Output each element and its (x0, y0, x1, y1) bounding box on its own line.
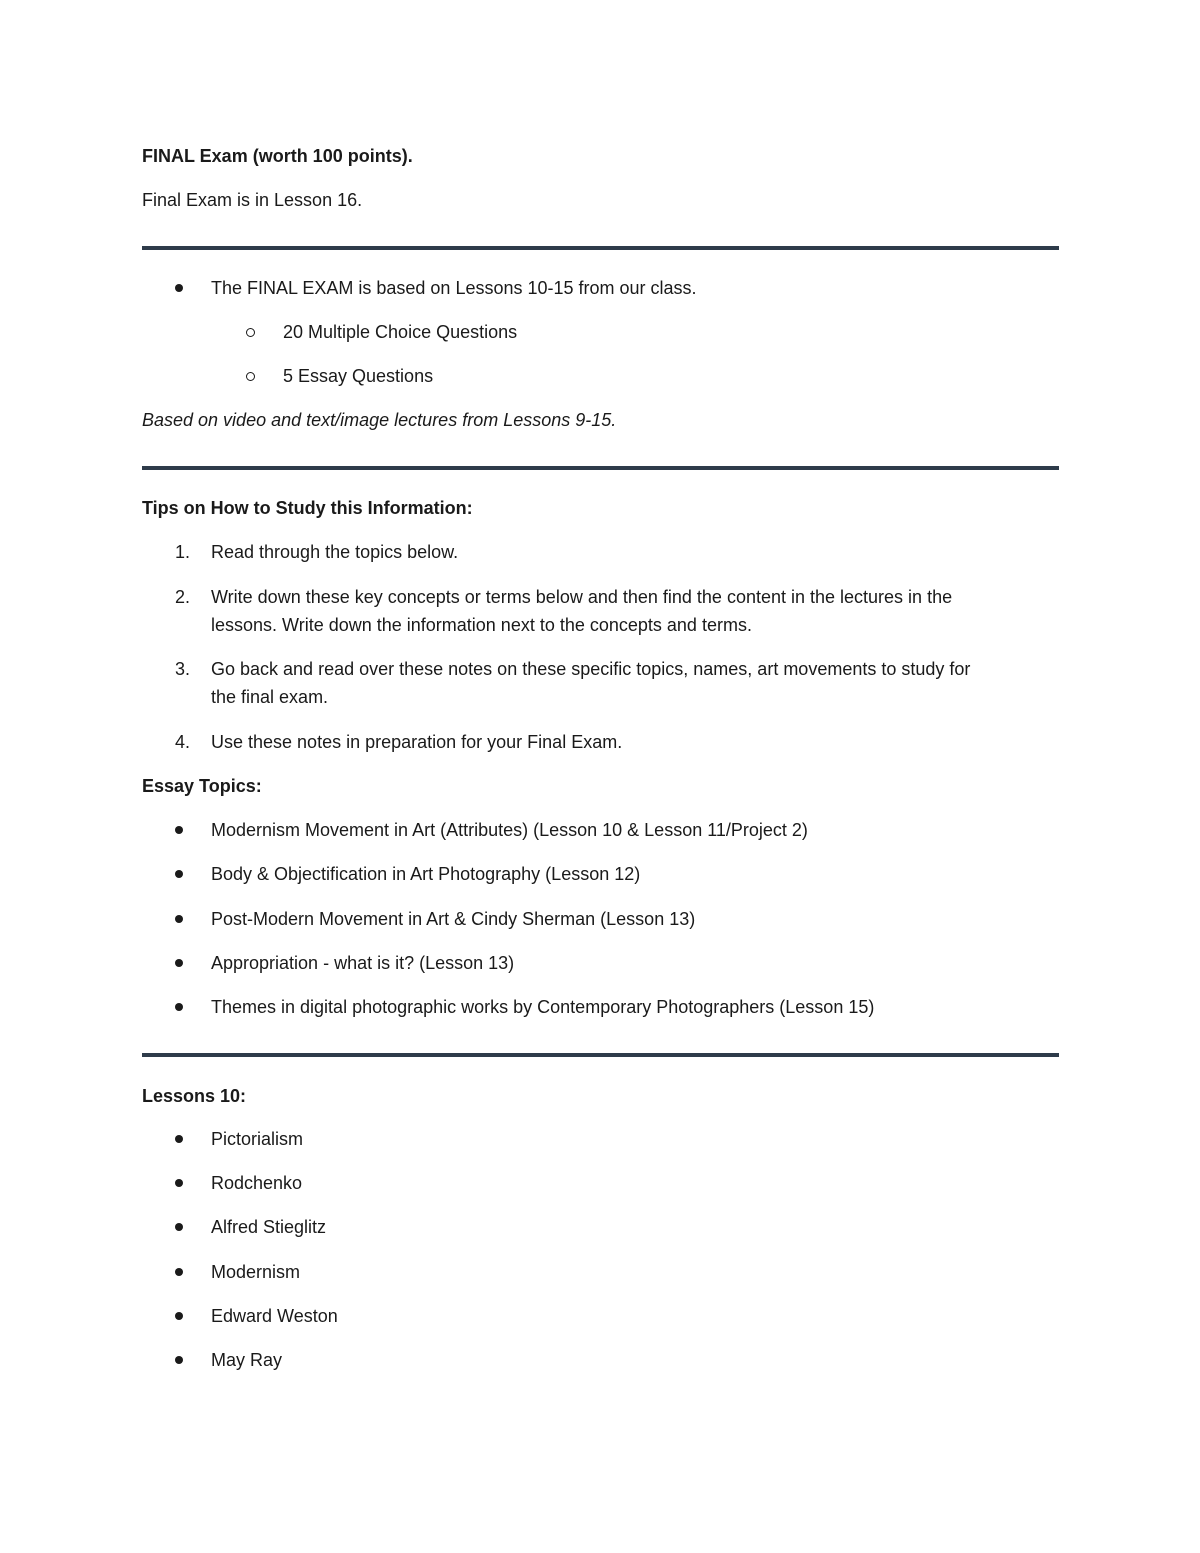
bullet-icon (175, 1268, 183, 1276)
lesson10-heading: Lessons 10: (142, 1086, 247, 1106)
bullet-icon (175, 1356, 183, 1364)
exam-subtitle: Final Exam is in Lesson 16. (142, 190, 363, 210)
tips-item-number: 1. (175, 542, 191, 562)
tips-item-text: Write down these key concepts or terms below and then find the content in the lectures in the (211, 587, 953, 607)
bullet-icon (175, 870, 183, 878)
divider-3 (142, 1053, 1059, 1057)
exam-info-bullet: The FINAL EXAM is based on Lessons 10-15 from our class. (211, 278, 697, 298)
essay-topic-item: Appropriation - what is it? (Lesson 13) (211, 953, 515, 973)
tips-item-text: Read through the topics below. (211, 542, 459, 562)
essay-topic-item: Body & Objectification in Art Photography (Lesson 12) (211, 864, 641, 884)
tips-item-text: Go back and read over these notes on these specific topics, names, art movements to study for (211, 659, 971, 679)
tips-item-text: lessons. Write down the information next to the concepts and terms. (211, 615, 752, 635)
bullet-icon (175, 1179, 183, 1187)
bullet-icon (175, 1312, 183, 1320)
essay-topic-item: Themes in digital photographic works by Contemporary Photographers (Lesson 15) (211, 997, 875, 1017)
tips-item-number: 2. (175, 587, 191, 607)
exam-info-note: Based on video and text/image lectures from Lessons 9-15. (142, 410, 617, 430)
lesson10-item: Edward Weston (211, 1306, 338, 1326)
lesson10-item: May Ray (211, 1350, 283, 1370)
exam-info-sub-item: 20 Multiple Choice Questions (283, 322, 518, 342)
exam-title: FINAL Exam (worth 100 points). (142, 146, 413, 166)
divider-2 (142, 466, 1059, 470)
tips-item-text: the final exam. (211, 687, 329, 707)
divider-1 (142, 246, 1059, 250)
bullet-icon (175, 1135, 183, 1143)
sub-bullet-icon (246, 372, 255, 381)
tips-heading: Tips on How to Study this Information: (142, 498, 473, 518)
bullet-icon (175, 826, 183, 834)
essay-topic-item: Post-Modern Movement in Art & Cindy Sherman (Lesson 13) (211, 909, 696, 929)
bullet-icon (175, 1223, 183, 1231)
sub-bullet-icon (246, 328, 255, 337)
bullet-icon (175, 959, 183, 967)
lesson10-item: Rodchenko (211, 1173, 303, 1193)
tips-item-text: Use these notes in preparation for your Final Exam. (211, 732, 623, 752)
tips-item-number: 4. (175, 732, 191, 752)
bullet-icon (175, 915, 183, 923)
essay-topic-item: Modernism Movement in Art (Attributes) (Lesson 10 & Lesson 11/Project 2) (211, 820, 808, 840)
bullet-icon (175, 284, 183, 292)
exam-info-sub-item: 5 Essay Questions (283, 366, 434, 386)
lesson10-item: Alfred Stieglitz (211, 1217, 327, 1237)
bullet-icon (175, 1003, 183, 1011)
tips-item-number: 3. (175, 659, 191, 679)
lesson10-item: Pictorialism (211, 1129, 304, 1149)
lesson10-item: Modernism (211, 1262, 301, 1282)
essay-topics-heading: Essay Topics: (142, 776, 262, 796)
